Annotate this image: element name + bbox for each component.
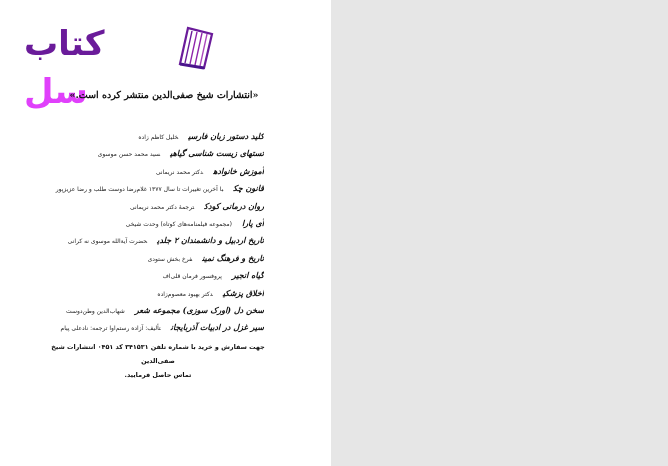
- list-item: [28, 142, 264, 159]
- logo-word-sal: سل: [24, 72, 88, 112]
- list-item: [28, 160, 264, 177]
- book-author: سید محمد حسن موسوی: [97, 151, 161, 159]
- list-item: [28, 264, 264, 281]
- footer-line-1: جهت سفارش و خرید با شماره تلفن ۳۴۱۵۳۱ کد ۰۴۵۱ انتشارات شیخ صفی‌الدین: [51, 343, 265, 365]
- book-author: شهاب‌الدین وطن‌دوست: [66, 307, 125, 315]
- book-title: قانون چک: [233, 183, 264, 194]
- book-title: تاریخ اردبیل و دانشمندان ۲ جلدی: [157, 235, 264, 246]
- viewer-background: [331, 0, 668, 466]
- list-item: [28, 195, 264, 212]
- book-author: تألیف: آزاده رستم‌اوا ترجمه: نادعلی پیام: [60, 325, 161, 333]
- order-contact-note: [40, 340, 276, 382]
- book-author: با آخرین تغییرات تا سال ۱۳۷۷ غلام‌رضا دوست طلب و رضا عزیزپور: [55, 186, 224, 194]
- book-title: سخن دل (اورک سوزی) مجموعه شعر: [134, 304, 264, 315]
- book-author: دکتر محمد نریمانی: [155, 168, 204, 176]
- book-icon: [174, 24, 218, 70]
- book-author: پروفسور فرمان قلی‌اف: [162, 273, 222, 281]
- list-item: [28, 247, 264, 264]
- list-item: [28, 316, 264, 333]
- book-author: دکتر بهبود معصوم‌زاده: [157, 290, 213, 298]
- list-item: [28, 177, 264, 194]
- list-item: [28, 229, 264, 246]
- document-page: [0, 0, 331, 466]
- book-author: فرخ بخش ستودی: [147, 255, 193, 263]
- book-title: اخلاق پزشکی: [222, 287, 264, 298]
- book-title: کلید دستور زبان فارسی: [188, 131, 264, 141]
- book-title: گیاه انجیر: [231, 270, 264, 281]
- list-item: [28, 299, 264, 316]
- book-author: ترجمهٔ دکتر محمد نریمانی: [130, 203, 195, 211]
- list-item: [28, 125, 264, 142]
- book-title: آموزش خانواده: [213, 165, 264, 176]
- list-item: [28, 282, 264, 299]
- book-title: آی پارا: [241, 217, 264, 228]
- book-title: تستهای زیست شناسی گیاهی: [170, 148, 264, 159]
- book-list: [28, 125, 264, 334]
- intro-heading: «انتشارات شیخ صفی‌الدین منتشر کرده است.»: [69, 90, 259, 101]
- book-title: روان درمانی کودک: [204, 200, 264, 211]
- list-item: [28, 212, 264, 229]
- logo-word-ketab: کتاب: [24, 24, 105, 64]
- book-author: خلیل کاظم زاده: [138, 134, 179, 141]
- book-author: حضرت آیةالله موسوی نه کرانی: [67, 238, 148, 246]
- book-title: سیر غزل در ادبیات آذربایجان: [170, 322, 264, 333]
- book-title: تاریخ و فرهنگ نمین: [202, 252, 264, 263]
- footer-line-2: تماس حاصل فرمایید.: [124, 371, 192, 379]
- book-author: (مجموعه فیلمنامه‌های کوتاه) وحدت شیخی: [125, 220, 232, 228]
